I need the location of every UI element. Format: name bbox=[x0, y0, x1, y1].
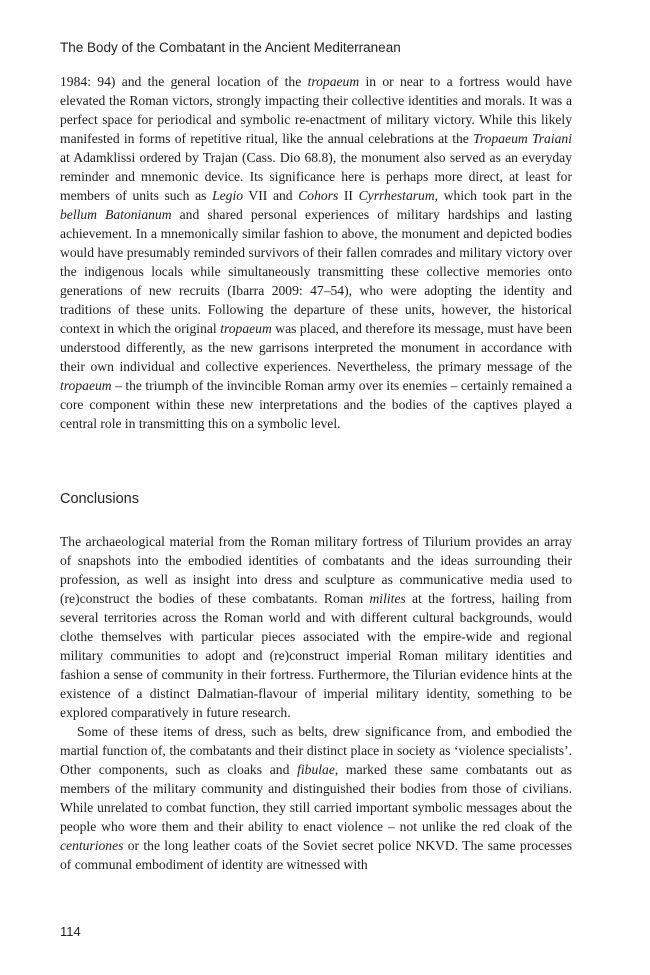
paragraph bbox=[60, 72, 572, 433]
body-text-section-1 bbox=[60, 72, 572, 433]
text-run: or the long leather coats of the Soviet secret police NKVD. The same processes of communal embodiment of identity are witnessed with bbox=[60, 838, 572, 872]
italic-term: tropaeum bbox=[220, 321, 272, 336]
text-run: 1984: 94) and the general location of the bbox=[60, 74, 308, 89]
text-run: was placed, and therefore its message, must have been understood differently, as the new garrisons interpreted the monument in accordance with their own individual and collective experiences. Nevertheless, the primary message of the bbox=[60, 321, 573, 374]
italic-term: bellum Batonianum bbox=[60, 207, 172, 222]
text-run: VII and bbox=[243, 188, 299, 203]
text-run: , marked these same combatants out as members of the military community and distinguished their bodies from those of civilians. While unrelated to combat function, they still carried important symbolic messages about the people who wore them and their ability to enact violence – not unlike the red cloak of the bbox=[60, 762, 572, 834]
italic-term: fibulae bbox=[297, 762, 335, 777]
italic-term: centuriones bbox=[60, 838, 124, 853]
text-run: The archaeological material from the Roman military fortress of Tilurium provides an array of snapshots into the embodied identities of combatants and the ideas surrounding their profession, as well as insight into dress and sculpture as communicative media used to (re)construct the bodies of these combatants. Roman bbox=[60, 534, 572, 606]
running-header: The Body of the Combatant in the Ancient Mediterranean bbox=[60, 40, 401, 55]
italic-term: milites bbox=[369, 591, 406, 606]
text-run: II bbox=[338, 188, 359, 203]
italic-term: Legio bbox=[212, 188, 244, 203]
text-run: at Adamklissi ordered by Trajan (Cass. Dio 68.8), the monument also served as an everyday reminder and mnemonic device. Its significance here is perhaps more direct, at least for members of units such as bbox=[60, 150, 572, 203]
text-run: , which took part in the bbox=[434, 188, 572, 203]
section-heading: Conclusions bbox=[60, 491, 139, 507]
italic-term: tropaeum bbox=[60, 378, 112, 393]
italic-term: Cyrrhestarum bbox=[358, 188, 435, 203]
page-number: 114 bbox=[60, 924, 81, 939]
text-run: at the fortress, hailing from several territories across the Roman world and with different cultural backgrounds, would clothe themselves with particular pieces associated with the empire-wide and regional military communities to adopt and (re)construct imperial Roman military identities and fashion a sense of community in their fortress. Furthermore, the Tilurian evidence hints at the existence of a distinct Dalmatian-flavour of imperial military identity, something to be explored comparatively in future research. bbox=[60, 591, 572, 720]
body-text-section-2 bbox=[60, 532, 572, 874]
italic-term: Cohors bbox=[298, 188, 339, 203]
paragraph bbox=[60, 722, 572, 874]
text-run: in or near to a fortress would have elevated the Roman victors, strongly impacting their collective identities and morals. It was a perfect space for periodical and symbolic re-enactment of military victory. While this likely manifested in forms of repetitive ritual, like the annual celebrations at the bbox=[60, 74, 572, 146]
paragraph bbox=[60, 532, 572, 722]
italic-term: tropaeum bbox=[307, 74, 360, 89]
text-run: – the triumph of the invincible Roman army over its enemies – certainly remained a core component within these new interpretations and the bodies of the captives played a central role in transmitting this on a symbolic level. bbox=[60, 378, 572, 431]
text-run: and shared personal experiences of military hardships and lasting achievement. In a mnemonically similar fashion to above, the monument and depicted bodies would have presumably reminded survivors of their fallen comrades and military victory over the indigenous locals while simultaneously transmitting these collective memories onto generations of new recruits (Ibarra 2009: 47–54), who were adopting the identity and traditions of these units. Following the departure of these units, however, the historical context in which the original bbox=[60, 207, 572, 336]
text-run: Some of these items of dress, such as belts, drew significance from, and embodied the martial function of, the combatants and their distinct place in society as ‘violence specialists’. Other components, such as cloaks and bbox=[60, 724, 572, 777]
italic-term: Tropaeum Traiani bbox=[473, 131, 572, 146]
